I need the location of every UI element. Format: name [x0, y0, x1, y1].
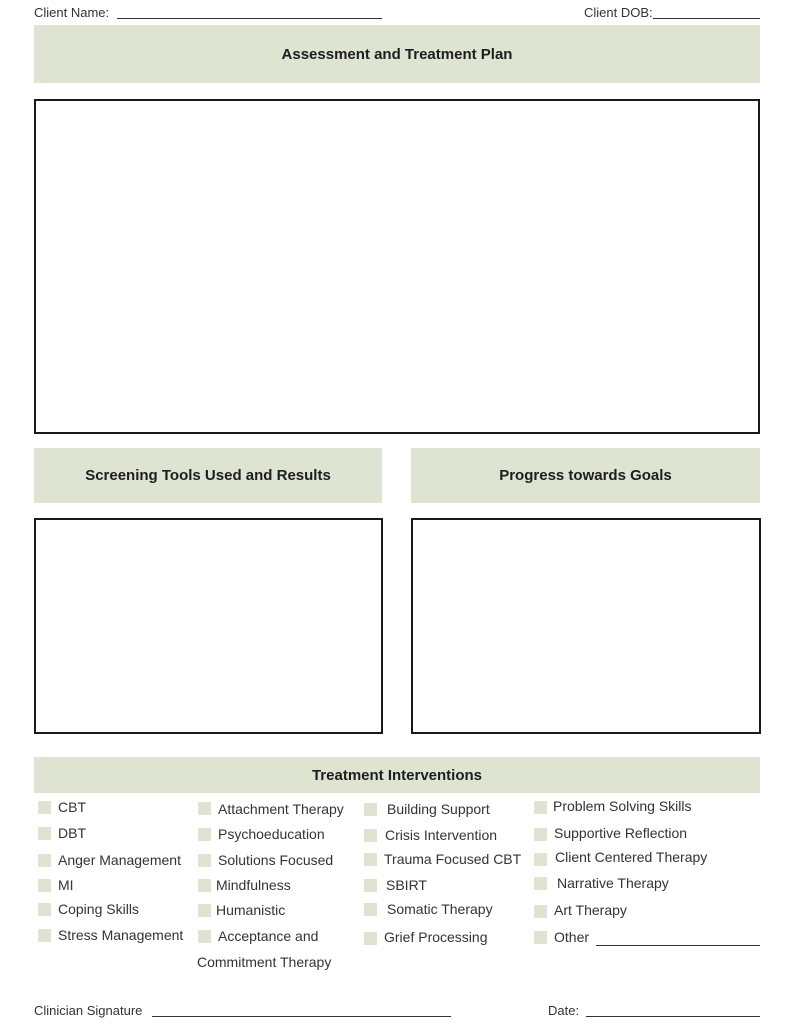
- checkbox-grief-processing[interactable]: [364, 932, 377, 945]
- checkbox-sbirt[interactable]: [364, 879, 377, 892]
- checkbox-supportive-reflection[interactable]: [534, 828, 547, 841]
- checkbox-somatic-therapy[interactable]: [364, 903, 377, 916]
- intervention-label: SBIRT: [386, 877, 427, 893]
- interventions-title: Treatment Interventions: [311, 766, 483, 784]
- intervention-label: Somatic Therapy: [387, 901, 493, 917]
- checkbox-psychoeducation[interactable]: [198, 828, 211, 841]
- intervention-label: Narrative Therapy: [557, 875, 669, 891]
- client-name-field[interactable]: [117, 18, 382, 19]
- intervention-label: Attachment Therapy: [218, 801, 344, 817]
- checkbox-mi[interactable]: [38, 879, 51, 892]
- progress-title: Progress towards Goals: [499, 467, 672, 484]
- intervention-label: Coping Skills: [58, 901, 139, 917]
- intervention-label: Commitment Therapy: [197, 954, 332, 970]
- screening-banner: [34, 448, 382, 503]
- intervention-label: Mindfulness: [216, 877, 291, 893]
- intervention-label: Trauma Focused CBT: [384, 851, 522, 867]
- checkbox-cbt[interactable]: [38, 801, 51, 814]
- checkbox-trauma-focused-cbt[interactable]: [364, 853, 377, 866]
- intervention-label: Building Support: [387, 801, 490, 817]
- checkbox-stress-management[interactable]: [38, 929, 51, 942]
- client-name-label: Client Name:: [34, 5, 110, 20]
- client-dob-label: Client DOB:: [584, 5, 653, 20]
- signature-field[interactable]: [152, 1016, 451, 1017]
- checkbox-building-support[interactable]: [364, 803, 377, 816]
- screening-box[interactable]: [34, 518, 383, 734]
- intervention-label: Art Therapy: [554, 902, 627, 918]
- date-field[interactable]: [586, 1016, 760, 1017]
- checkbox-crisis-intervention[interactable]: [364, 829, 377, 842]
- client-dob-field[interactable]: [653, 18, 760, 19]
- intervention-label: Supportive Reflection: [554, 825, 688, 841]
- checkbox-art-therapy[interactable]: [534, 905, 547, 918]
- assessment-banner: [34, 25, 760, 83]
- other-field[interactable]: [596, 945, 760, 946]
- intervention-label: Client Centered Therapy: [555, 849, 708, 865]
- intervention-label: Crisis Intervention: [385, 827, 498, 843]
- intervention-label: MI: [58, 877, 74, 893]
- assessment-title: Assessment and Treatment Plan: [281, 45, 513, 63]
- checkbox-attachment-therapy[interactable]: [198, 802, 211, 815]
- intervention-label: Psychoeducation: [218, 826, 325, 842]
- checkbox-problem-solving-skills[interactable]: [534, 801, 547, 814]
- intervention-label: Problem Solving Skills: [553, 798, 692, 814]
- checkbox-mindfulness[interactable]: [198, 879, 211, 892]
- screening-title: Screening Tools Used and Results: [85, 467, 331, 484]
- checkbox-narrative-therapy[interactable]: [534, 877, 547, 890]
- intervention-label: Solutions Focused: [218, 852, 334, 868]
- checkbox-acceptance-commitment[interactable]: [198, 930, 211, 943]
- interventions-banner: [34, 757, 760, 793]
- checkbox-dbt[interactable]: [38, 827, 51, 840]
- intervention-label: Humanistic: [216, 902, 286, 918]
- intervention-label: DBT: [58, 825, 86, 841]
- date-label: Date:: [548, 1003, 580, 1018]
- intervention-label: Grief Processing: [384, 929, 488, 945]
- intervention-label: Anger Management: [58, 852, 181, 868]
- progress-banner: [411, 448, 760, 503]
- assessment-box[interactable]: [34, 99, 760, 434]
- signature-label: Clinician Signature: [34, 1003, 143, 1018]
- checkbox-humanistic[interactable]: [198, 904, 211, 917]
- checkbox-coping-skills[interactable]: [38, 903, 51, 916]
- checkbox-other[interactable]: [534, 931, 547, 944]
- checkbox-anger-management[interactable]: [38, 854, 51, 867]
- intervention-label: CBT: [58, 799, 86, 815]
- checkbox-solutions-focused[interactable]: [198, 854, 211, 867]
- intervention-label: Other: [554, 929, 590, 945]
- intervention-label: Acceptance and: [218, 928, 319, 944]
- checkbox-client-centered-therapy[interactable]: [534, 853, 547, 866]
- progress-box[interactable]: [411, 518, 761, 734]
- intervention-label: Stress Management: [58, 927, 184, 943]
